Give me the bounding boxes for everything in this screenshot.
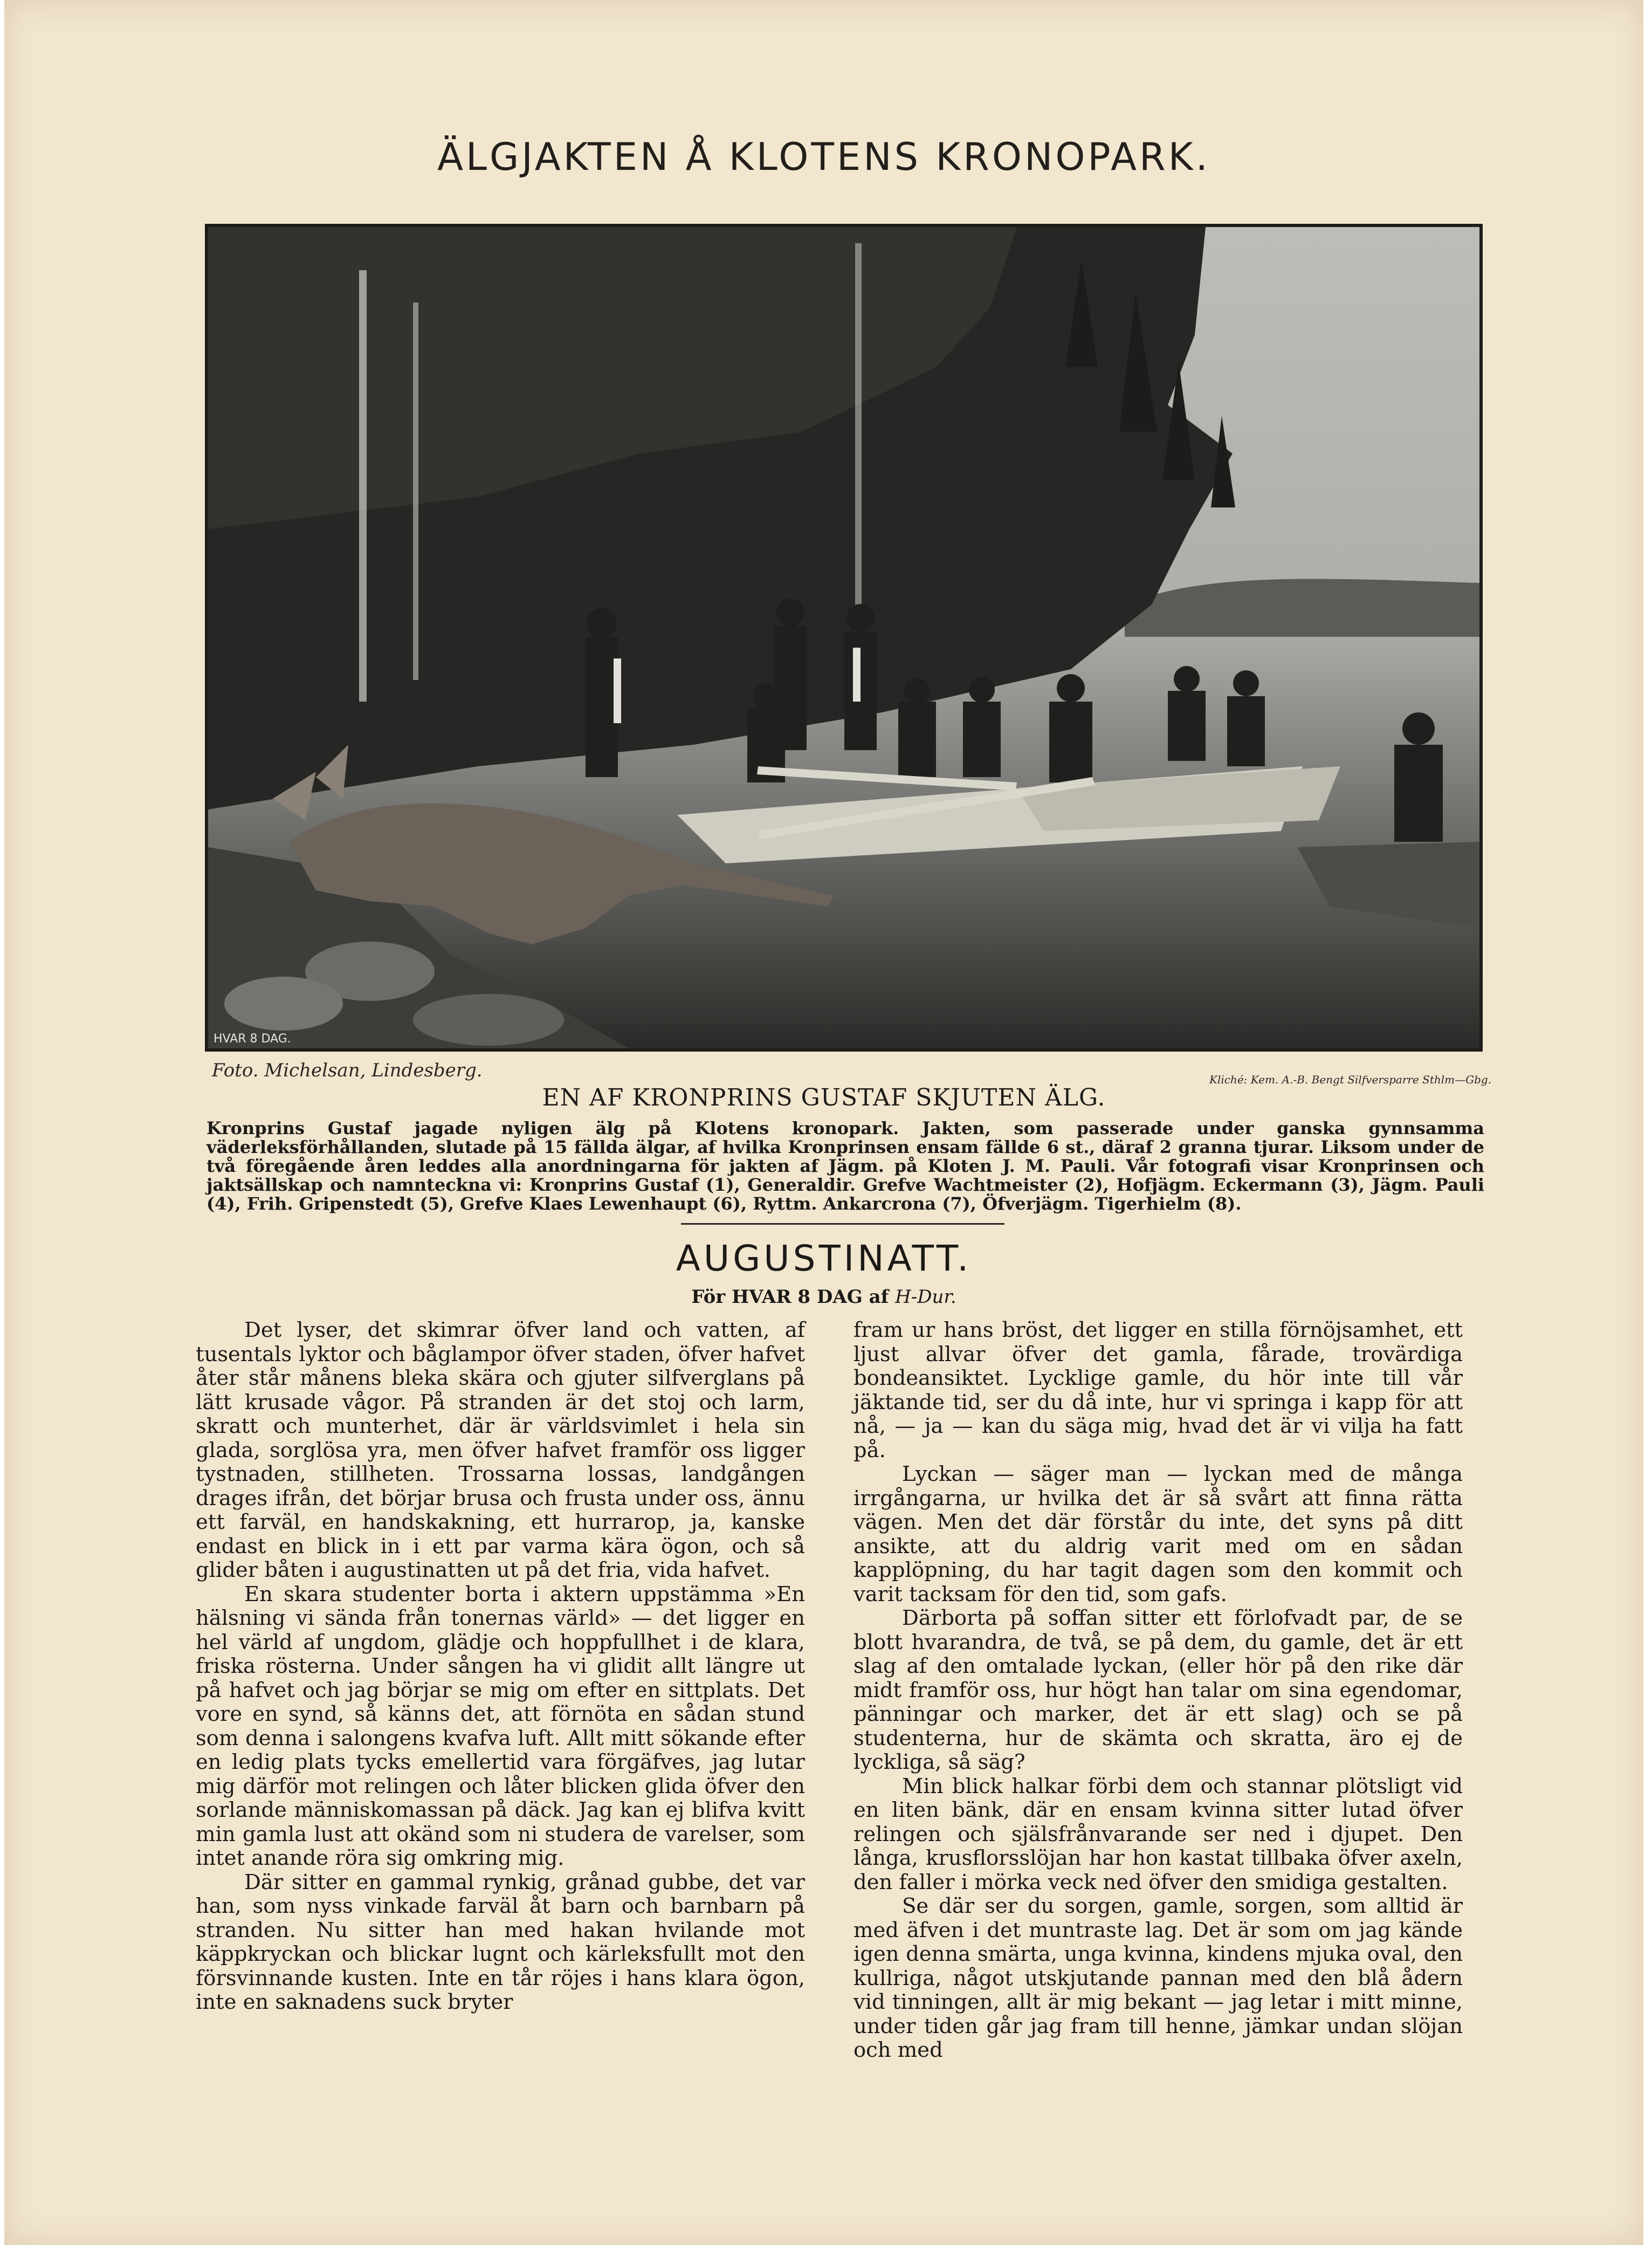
byline-prefix: För HVAR 8 DAG af xyxy=(691,1286,889,1308)
page-title: ÄLGJAKTEN Å KLOTENS KRONOPARK. xyxy=(437,135,1210,179)
photo-credit: Foto. Michelsan, Lindesberg. xyxy=(212,1060,483,1081)
story-column-left xyxy=(196,1319,805,2015)
story-paragraph: En skara studenter borta i aktern uppstämma »En hälsning vi sända från tonernas värld» — det ligger en hel värld af ungdom, glädje och hoppfullhet i de klara, friska rösterna. Under sången ha vi glidit allt längre ut på hafvet och jag börjar se mig om efter en sittplats. Det vore en synd, så känns det, att förnöta en sådan stund som denna i salongens kvafva luft. Allt mitt sökande efter en ledig plats tycks emellertid vara förgäfves, jag lutar mig därför mot relingen och låter blicken glida öfver den sorlande människomassan på däck. Jag kan ej blifva kvitt min gamla lust att okänd som ni studera de varelser, som intet anande röra sig omkring mig. xyxy=(196,1582,805,1870)
caption-text: Kronprins Gustaf jagade nyligen älg på Klotens kronopark. Jakten, som passerade under ganska gynnsamma väderleksförhållanden, slutade på 15 fällda älgar, af hvilka Kronprinsen ensam fällde 6 st., däraf 2 granna tjurar. Liksom under de två föregående åren leddes alla anordningarna för jakten af Jägm. på Kloten J. M. Pauli. Vår fotografi visar Kronprinsen och jaktsällskap och namnteckna vi: Kronprins Gustaf (1), Generaldir. Grefve Wachtmeister (2), Hofjägm. Eckermann (3), Jägm. Pauli (4), Frih. Gripenstedt (5), Grefve Klaes Lewenhaupt (6), Ryttm. Ankarcrona (7), Öfverjägm. Tigerhielm (8). xyxy=(206,1118,1484,1214)
byline-author: H-Dur. xyxy=(895,1286,956,1308)
caption-title: EN AF KRONPRINS GUSTAF SKJUTEN ÄLG. xyxy=(542,1084,1106,1111)
story-paragraph: Där sitter en gammal rynkig, grånad gubbe, det var han, som nyss vinkade farväl åt barn och barnbarn på stranden. Nu sitter han med hakan hvilande mot käppkryckan och blickar lugnt och kärleksfullt mot den försvinnande kusten. Inte en tår röjes i hans klara ögon, inte en saknadens suck bryter xyxy=(196,1870,805,2014)
story-paragraph: Lyckan — säger man — lyckan med de många irrgångarna, ur hvilka det är så svårt att finna rätta vägen. Men det där förstår du inte, det syns på ditt ansikte, att du aldrig varit med om en sådan kapplöpning, du har tagit dagen som den kommit och varit tacksam för den tid, som gafs. xyxy=(853,1462,1463,1606)
section-divider xyxy=(681,1223,1004,1225)
story-paragraph: Därborta på soffan sitter ett förlofvadt par, de se blott hvarandra, de två, se på dem, du gamle, det är ett slag af den omtalade lyckan, (eller hör på den rike där midt framför oss, hur högt han talar om sina egendomar, pänningar och marker, det är ett slag) och se på studenterna, hur de skämta och skratta, äro ej de lyckliga, så säg? xyxy=(853,1606,1463,1774)
hunting-photo xyxy=(205,224,1483,1052)
story-paragraph: Se där ser du sorgen, gamle, sorgen, som alltid är med äfven i det muntraste lag. Det är som om jag kände igen denna smärta, unga kvinna, kindens mjuka oval, den kullriga, något utskjutande pannan med den blå ådern vid tinningen, allt är mig bekant — jag letar i mitt minne, under tiden går jag fram till henne, jämkar undan slöjan och med xyxy=(853,1894,1463,2062)
newspaper-page xyxy=(4,0,1643,2245)
story-paragraph-continuation: fram ur hans bröst, det ligger en stilla förnöjsamhet, ett ljust allvar öfver det gamla, fårade, trovärdiga bondeansiktet. Lycklige gamle, du hör inte till vår jäktande tid, ser du då inte, hur vi springa i kapp för att nå, — ja — kan du säga mig, hvad det är vi vilja ha fatt på. xyxy=(853,1318,1463,1463)
story-byline xyxy=(4,1286,1643,1308)
story-paragraph: Det lyser, det skimrar öfver land och vatten, af tusentals lyktor och båglampor öfver staden, öfver hafvet åter står månens bleka skära och gjuter silfverglans på lätt krusade vågor. På stranden är det stoj och larm, skratt och munterhet, där är världsvimlet i hela sin glada, sorglösa yra, men öfver hafvet framför oss ligger tystnaden, stillheten. Trossarna lossas, landgången drages ifrån, det börjar brusa och frusta under oss, ännu ett farväl, en handskakning, ett hurrarop, ja, kanske endast en blick in i ett par varma kära ögon, och så glider båten i augustinatten ut på det fria, vida hafvet. xyxy=(196,1318,805,1582)
story-column-right xyxy=(853,1319,1463,2063)
hunting-photo-illustration xyxy=(208,227,1479,1048)
cliche-credit: Kliché: Kem. A.-B. Bengt Silfversparre Sthlm—Gbg. xyxy=(1209,1073,1492,1086)
story-title: AUGUSTINATT. xyxy=(676,1238,972,1279)
photo-watermark: HVAR 8 DAG. xyxy=(214,1032,291,1046)
story-paragraph: Min blick halkar förbi dem och stannar plötsligt vid en liten bänk, där en ensam kvinna sitter lutad öfver relingen och själsfrånvarande ser ned i djupet. Den långa, krusflorsslöjan har hon kastat tillbaka öfver axeln, den faller i mörka veck ned öfver den smidiga gestalten. xyxy=(853,1774,1463,1894)
